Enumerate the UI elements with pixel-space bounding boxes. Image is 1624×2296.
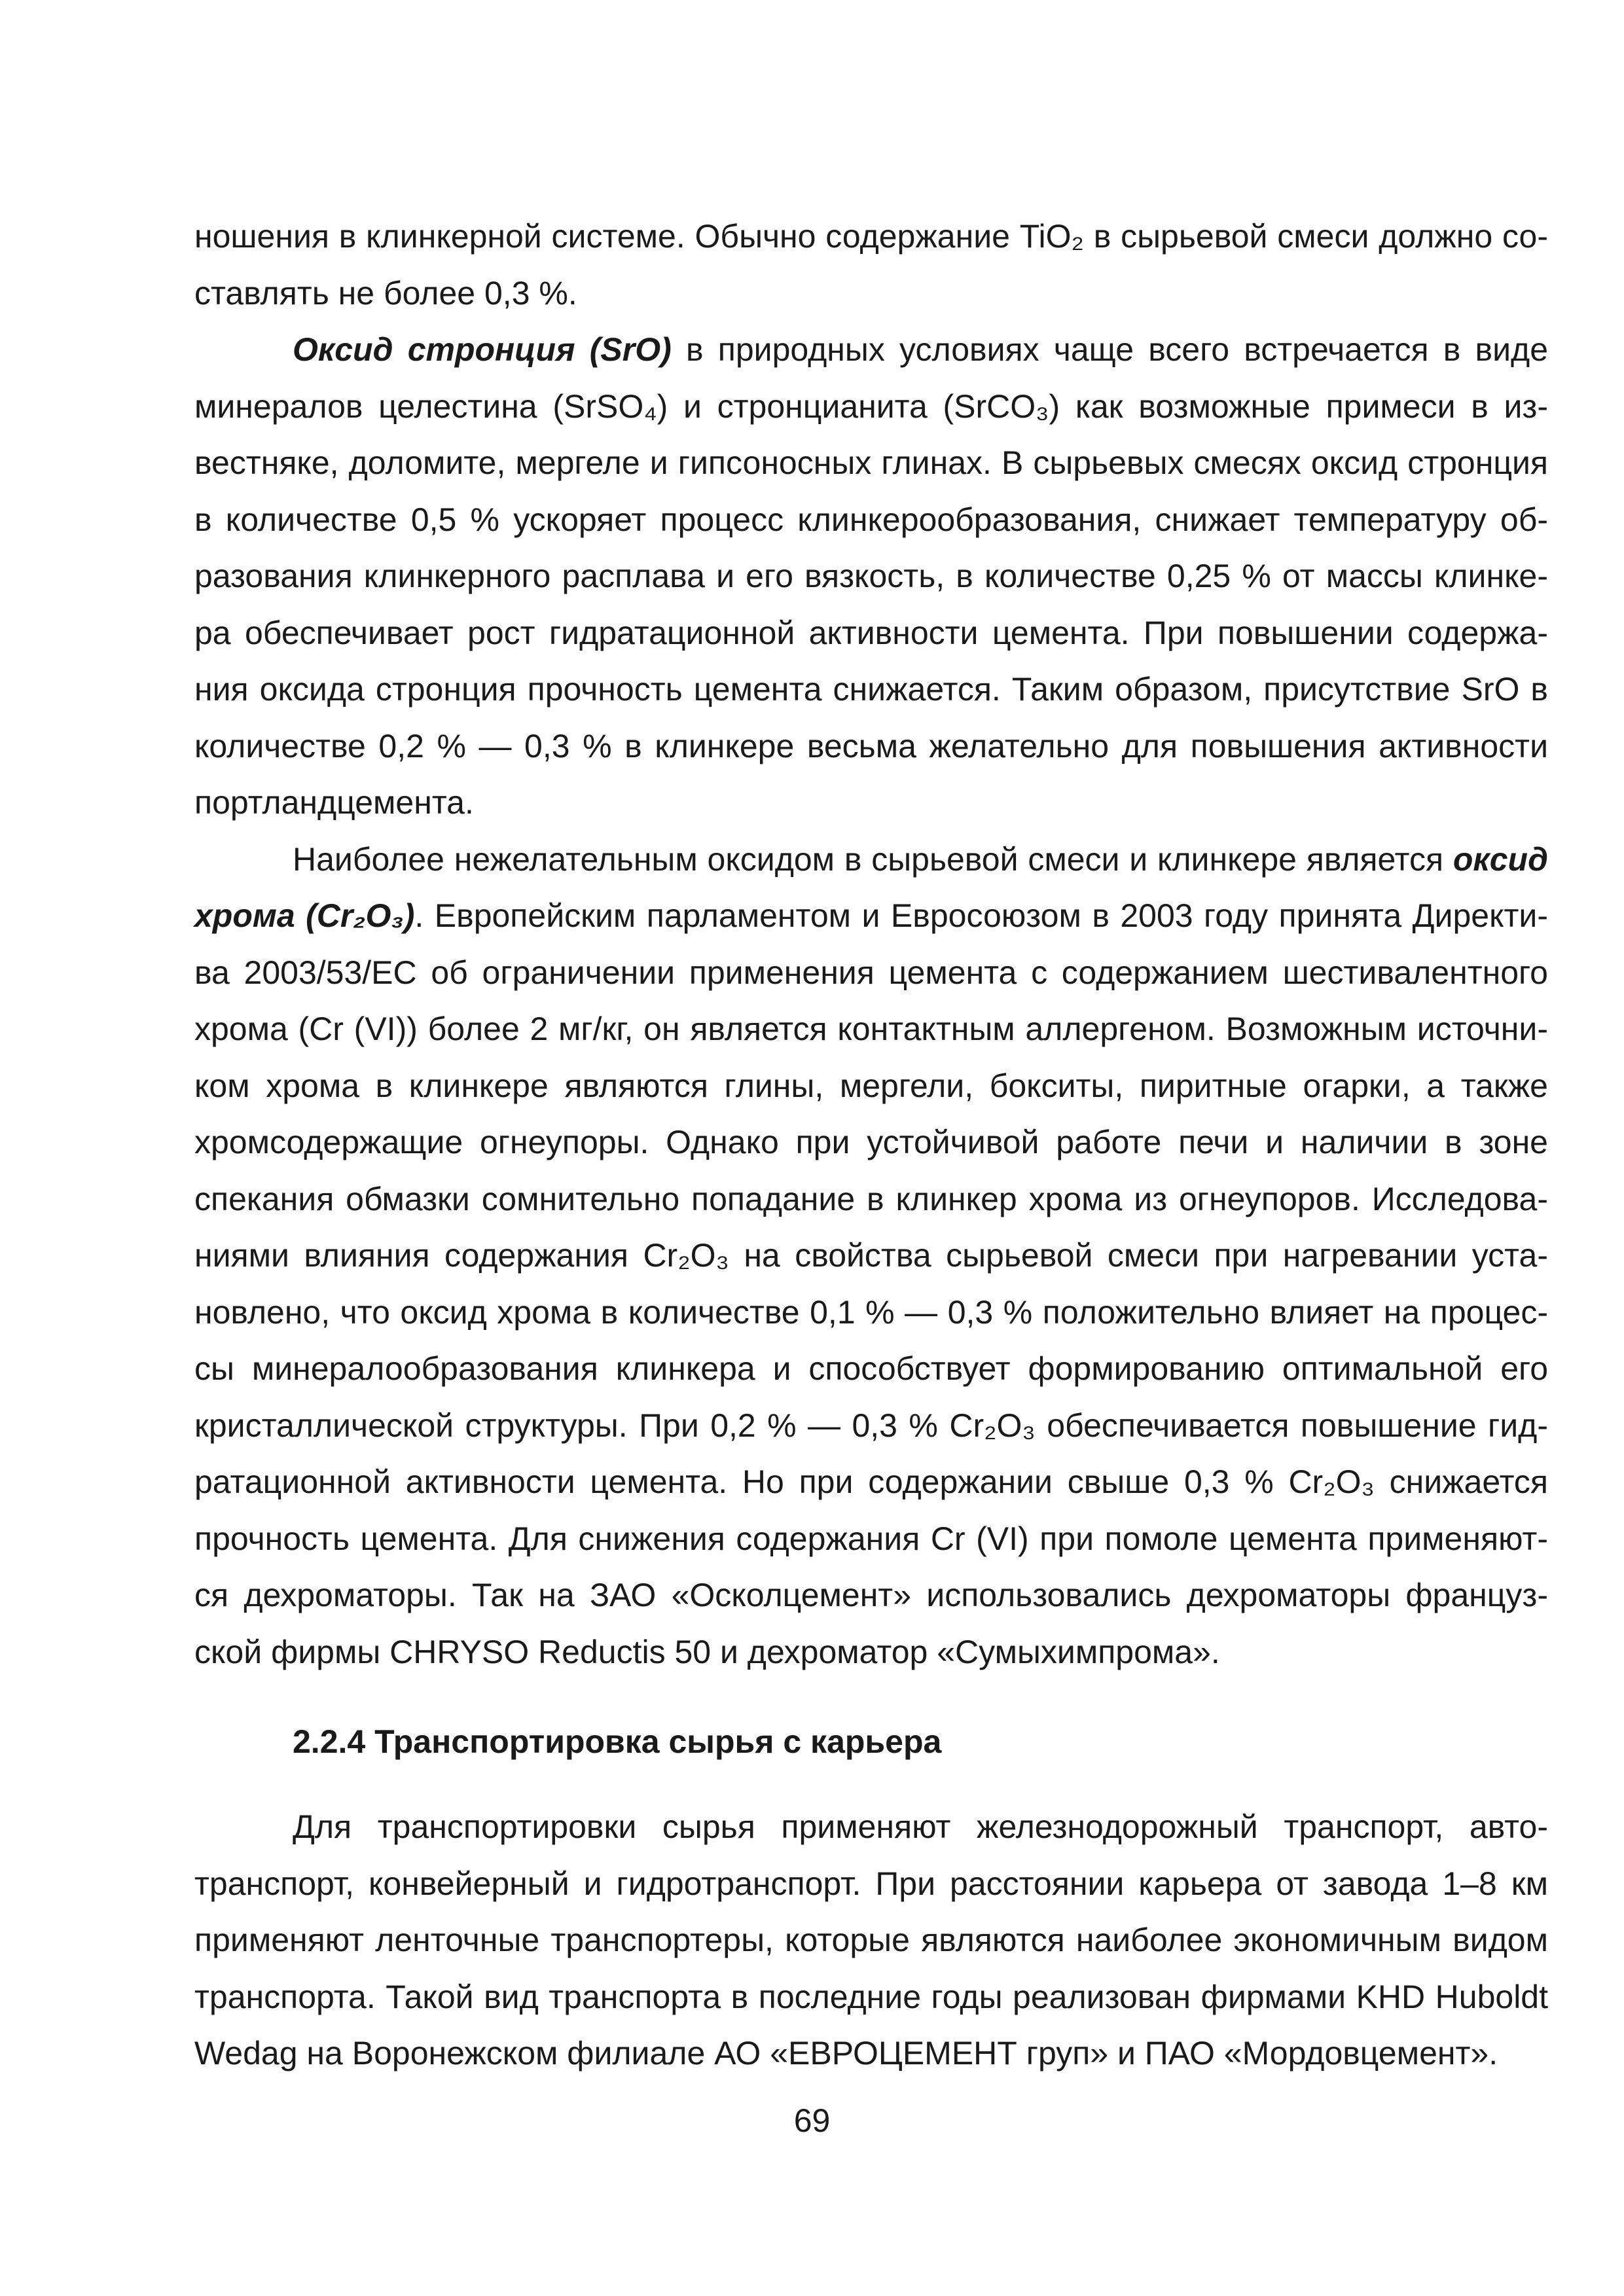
section-heading: 2.2.4 Транспортировка сырья с карьера: [293, 1723, 942, 1760]
paragraph-chromium-oxide-text: . Европейским парламентом и Евросоюзом в 2003 году принята Директива 2003/53/ЕС об ограничении применения цемента с содержанием шестивалентного хрома (Cr (VI)) более 2 мг/кг, он является контактным аллергеном. Возможным источником хрома в клинкере являются глины, мергели, бокситы, пиритные огарки, а также хромсодержащие огнеупоры. Однако при устойчивой работе печи и наличии в зоне спекания обмазки сомнительно попадание в клинкер хрома из огнеупоров. Исследованиями влияния содержания Cr₂O₃ на свойства сырьевой смеси при нагревании установлено, что оксид хрома в количестве 0,1 % — 0,3 % положительно влияет на процессы минералообразования клинкера и способствует формированию оптимальной его кристаллической структуры. При 0,2 % — 0,3 % Cr₂O₃ обеспечивается повышение гидратационной активности цемента. Но при содержании свыше 0,3 % Cr₂O₃ снижается прочность цемента. Для снижения содержания Cr (VI) при помоле цемента применяются дехроматоры. Так на ЗАО «Осколцемент» использовались дехроматоры французской фирмы CHRYSO Reductis 50 и дехроматор «Сумыхимпрома».: [194, 897, 1548, 1670]
paragraph-strontium-oxide-text: в природных условиях чаще всего встречается в виде минералов целестина (SrSO₄) и стронцианита (SrCO₃) как возможные примеси в известняке, доломите, мергеле и гипсоносных глинах. В сырьевых смесях оксид стронция в количестве 0,5 % ускоряет процесс клинкерообразования, снижает температуру образования клинкерного расплава и его вязкость, в количестве 0,25 % от массы клинкера обеспечивает рост гидратационной активности цемента. При повышении содержания оксида стронция прочность цемента снижается. Таким образом, присутствие SrO в количестве 0,2 % — 0,3 % в клинкере весьма желательно для повышения активности портландцемента.: [194, 331, 1548, 821]
page-number: 69: [793, 2102, 831, 2139]
section-body: [194, 1799, 1548, 2082]
page-body: [194, 208, 1548, 2072]
paragraph-strontium-oxide: [194, 321, 1548, 831]
paragraph-chromium-oxide: [194, 831, 1548, 1681]
term-chromium-oxide: оксид хрома (Cr₂O₃): [194, 840, 1548, 934]
paragraph-chromium-oxide-intro: Наиболее нежелательным оксидом в сырьевой смеси и клинкере является: [293, 840, 1453, 878]
term-strontium-oxide: Оксид стронция (SrO): [293, 331, 672, 368]
paragraph-transport: Для транспортировки сырья применяют железнодорожный транспорт, автотранспорт, конвейерный и гидротранспорт. При расстоянии карьера от завода 1–8 км применяют ленточные транспортеры, которые являются наиболее экономичным видом транспорта. Такой вид транспорта в последние годы реализован фирмами KHD Huboldt Wedag на Воронежском филиале АО «ЕВРОЦЕМЕНТ груп» и ПАО «Мордовцемент».: [194, 1808, 1548, 2072]
paragraph-tio2-continuation: ношения в клинкерной системе. Обычно содержание TiO₂ в сырьевой смеси должно составлять не более 0,3 %.: [194, 218, 1548, 312]
